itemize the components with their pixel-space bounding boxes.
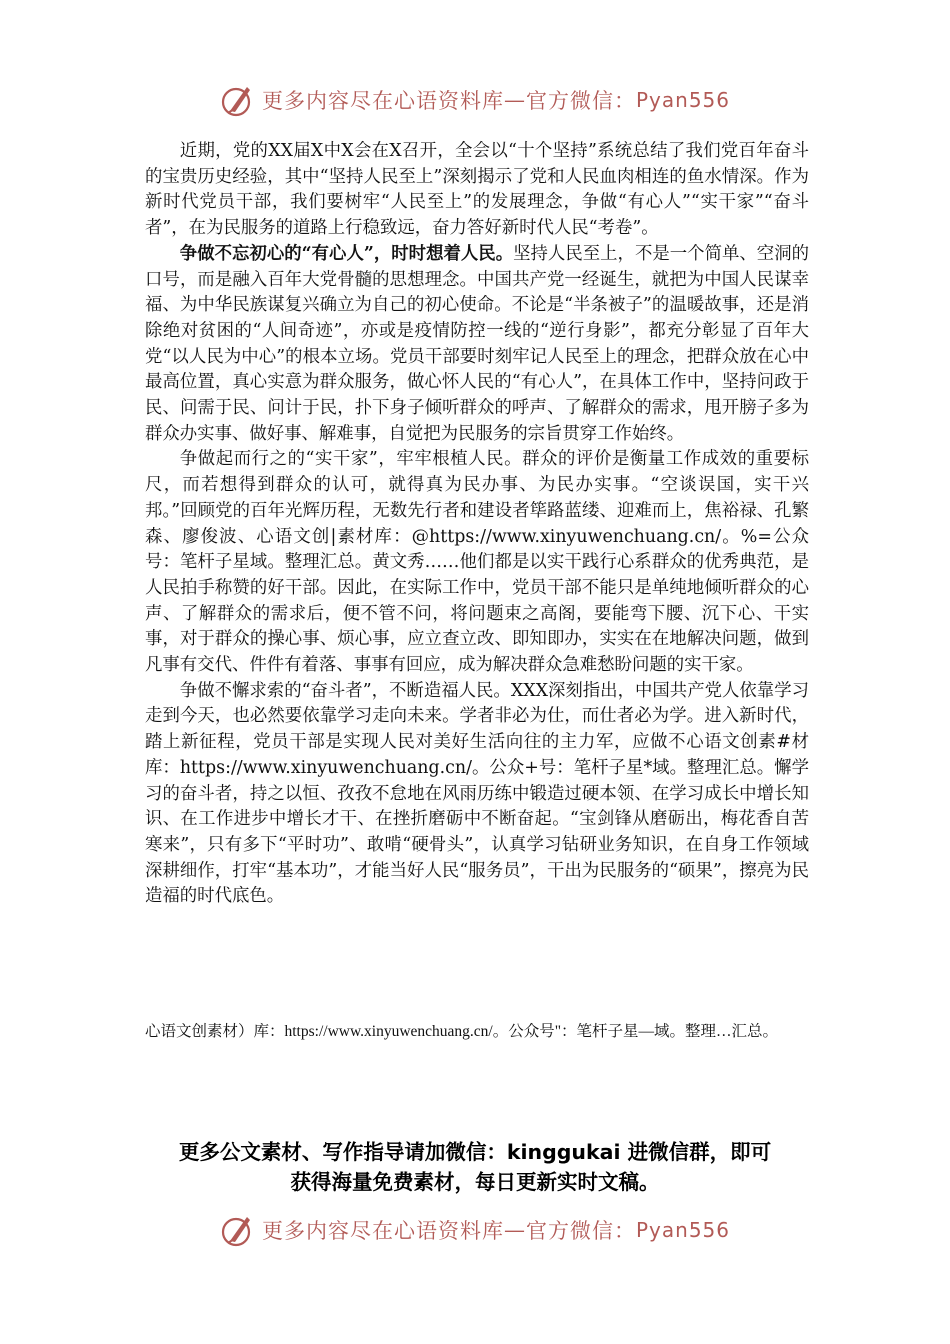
- paragraph-text: 坚持人民至上，不是一个简单、空洞的口号，而是融入百年大党骨髓的思想理念。中国共产党一经诞生，就把为中国人民谋幸福、为中华民族谋复兴确立为自己的初心使命。不论是“半条被子”的温暖故事，还是消除绝对贫困的“人间奇迹”，亦或是疫情防控一线的“逆行身影”，都充分彰显了百年大党“以人民为中心”的根本立场。党员干部要时刻牢记人民至上的理念，把群众放在心中最高位置，真心实意为群众服务，做心怀人民的“有心人”，在具体工作中，坚持问政于民、问需于民、问计于民，扑下身子倾听群众的呼声、了解群众的需求，甩开膀子多为群众办实事、做好事、解难事，自觉把为民服务的宗旨贯穿工作始终。: [145, 243, 809, 444]
- banner-suffix: 官方微信：: [525, 89, 636, 113]
- wechat-notice: [150, 1137, 800, 1197]
- banner-account: Pyan556: [635, 88, 730, 112]
- quill-logo-icon: [220, 1212, 256, 1248]
- banner-dash: —: [503, 1218, 526, 1242]
- header-banner-bottom: [0, 1210, 950, 1250]
- paragraph-youxinren: [145, 242, 809, 448]
- article-body: [145, 139, 809, 910]
- banner-suffix: 官方微信：: [525, 1219, 636, 1243]
- banner-text: 更多内容尽在心语资料库: [261, 1219, 504, 1243]
- paragraph-fendouzhe: 争做不懈求索的“奋斗者”，不断造福人民。XXX深刻指出，中国共产党人依靠学习走到今天，也必然要依靠学习走向未来。学者非必为仕，而仕者必为学。进入新时代，踏上新征程，党员干部是实现人民对美好生活向往的主力军，应做不心语文创素#材库：https://www.xinyuwenchuang.cn/。公众+号：笔杆子星*域。整理汇总。懈学习的奋斗者，持之以恒、孜孜不怠地在风雨历练中锻造过硬本领、在学习成长中增长知识、在工作进步中增长才干、在挫折磨砺中不断奋起。“宝剑锋从磨砺出，梅花香自苦寒来”，只有多下“平时功”、敢啃“硬骨头”，认真学习钻研业务知识，在自身工作领域深耕细作，打牢“基本功”，才能当好人民“服务员”，干出为民服务的“硕果”，擦亮为民造福的时代底色。: [145, 680, 809, 907]
- paragraph-heading-bold: 争做不忘初心的“有心人”，时时想着人民。: [179, 243, 514, 264]
- notice-line-2: 获得海量免费素材，每日更新实时文稿。: [290, 1170, 660, 1194]
- header-banner-top: [0, 80, 950, 120]
- notice-line-1: 更多公文素材、写作指导请加微信：kinggukai 进微信群，即可: [178, 1140, 772, 1164]
- paragraph-shiganjia: 争做起而行之的“实干家”，牢牢根植人民。群众的评价是衡量工作成效的重要标尺，而若想得到群众的认可，就得真为民办事、为民办实事。“空谈误国，实干兴邦。”回顾党的百年光辉历程，无数先行者和建设者筚路蓝缕、迎难而上，焦裕禄、孔繁森、廖俊波、心语文创|素材库：@https://www.xinyuwenchuang.cn/。%=公众号：笔杆子星域。整理汇总。黄文秀……他们都是以实干践行心系群众的优秀典范，是人民拍手称赞的好干部。因此，在实际工作中，党员干部不能只是单纯地倾听群众的心声、了解群众的需求后，便不管不问，将问题束之高阁，要能弯下腰、沉下心、干实事，对于群众的操心事、烦心事，应立查立改、即知即办，实实在在地解决问题，做到凡事有交代、件件有着落、事事有回应，成为解决群众急难愁盼问题的实干家。: [145, 449, 809, 676]
- banner-dash: —: [503, 88, 526, 112]
- quill-logo-icon: [220, 82, 256, 118]
- banner-text: 更多内容尽在心语资料库: [261, 89, 504, 113]
- banner-account: Pyan556: [635, 1218, 730, 1242]
- paragraph-intro: 近期，党的XX届X中X会在X召开，全会以“十个坚持”系统总结了我们党百年奋斗的宝贵历史经验，其中“坚持人民至上”深刻揭示了党和人民血肉相连的鱼水情深。作为新时代党员干部，我们要树牢“人民至上”的发展理念，争做“有心人”“实干家”“奋斗者”，在为民服务的道路上行稳致远，奋力答好新时代人民“考卷”。: [145, 141, 809, 239]
- footnote: 心语文创素材）库：https://www.xinyuwenchuang.cn/。公众号"：笔杆子星—域。整理…汇总。: [145, 1023, 779, 1040]
